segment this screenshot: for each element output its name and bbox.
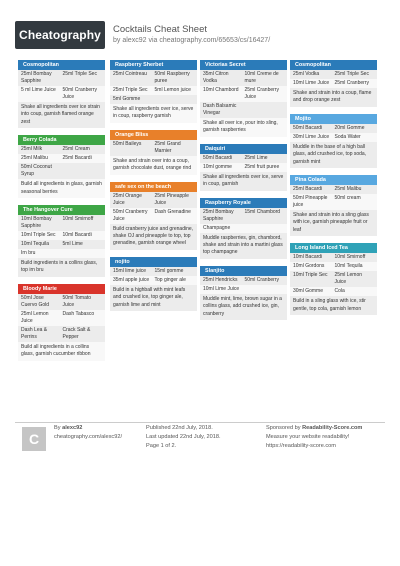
ingredient-table	[18, 294, 105, 342]
recipe-section	[110, 130, 197, 175]
section-title: Cosmopolitan	[290, 60, 377, 70]
ingredient-cell: 50ml Coconut Syrup	[21, 164, 52, 178]
ingredient-cell: 25ml Lemon Juice	[21, 310, 49, 324]
ingredient-row	[290, 133, 377, 142]
ingredient-row	[18, 294, 105, 310]
ingredient-cell: 25ml Malibu	[334, 186, 362, 193]
ingredient-cell: 10ml Bacardi	[293, 254, 323, 261]
section-title: Long Island Iced Tea	[290, 243, 377, 253]
section-title: Raspberry Sherbet	[110, 60, 197, 70]
recipe-section	[200, 266, 287, 320]
logo-text: Cheatography	[19, 28, 101, 42]
method-note: Shake and strain into a coup, flame and drop orange zest	[290, 88, 377, 107]
ingredient-row	[200, 154, 287, 163]
ingredient-cell: 25ml Cream	[62, 146, 90, 153]
ingredient-table	[110, 267, 197, 285]
ingredient-table	[290, 70, 377, 88]
column-2	[110, 60, 197, 318]
ingredient-table	[200, 208, 287, 233]
ingredient-row	[290, 271, 377, 287]
ingredient-table	[18, 145, 105, 179]
ingredient-cell: 35ml apple juice	[113, 276, 150, 283]
ingredient-cell	[245, 225, 285, 232]
ingredient-row	[110, 208, 197, 224]
method-note: Build cranberry juice and grenadine, shake OJ and pineapple to top, top grenadine, garnish orange wheel	[110, 224, 197, 250]
section-title: The Hangover Cure	[18, 205, 105, 215]
column-3	[200, 60, 287, 327]
author-avatar[interactable]	[22, 427, 46, 451]
ingredient-cell: Dash Lea & Perrins	[21, 326, 48, 340]
recipe-section	[200, 60, 287, 137]
ingredient-cell: Crack Salt & Pepper	[62, 326, 91, 340]
ingredient-cell: 10ml Chambord	[203, 87, 239, 93]
ingredient-row	[110, 140, 197, 156]
method-note: Muddle mint, lime, brown sugar in a collins glass, add crushed ice, gin, cranberry	[200, 294, 287, 320]
ingredient-row	[290, 70, 377, 79]
ingredient-row	[110, 192, 197, 208]
ingredient-cell: 50ml cream	[334, 195, 361, 202]
ingredient-row	[290, 287, 377, 296]
ingredient-table	[200, 276, 287, 294]
method-note: Build ingredients in a collins glass, top irn bru	[18, 258, 105, 277]
ingredient-cell: 25ml fruit puree	[244, 163, 280, 170]
ingredient-row	[200, 86, 287, 102]
ingredient-table	[290, 124, 377, 142]
method-note: Shake all ingredients over ice, serve in coup, garnish	[200, 172, 287, 191]
ingredient-cell: 10ml Smirnoff	[334, 254, 366, 261]
ingredient-table	[110, 140, 197, 156]
ingredient-cell: 25ml Cranberry	[334, 80, 369, 86]
ingredient-cell: 10ml Triple Sec	[21, 232, 56, 239]
ingredient-cell: 25ml Cointreau	[113, 71, 147, 77]
ingredient-row	[200, 208, 287, 224]
ingredient-cell: Dash Tabasco	[62, 310, 95, 317]
recipe-section	[110, 257, 197, 311]
ingredient-cell	[155, 96, 195, 103]
recipe-section	[290, 175, 377, 236]
footer-author-name[interactable]: alexc92	[62, 425, 83, 431]
ingredient-cell: 25ml Vodka	[293, 71, 320, 77]
method-note: Build in a sling glass with ice, stir gentle, top cola, garnish lemon	[290, 296, 377, 315]
byline	[113, 37, 270, 44]
ingredient-row	[110, 267, 197, 276]
ingredient-row	[110, 276, 197, 285]
ingredient-row	[18, 215, 105, 231]
byline-via: via	[148, 37, 158, 44]
ingredient-cell: Top ginger ale	[154, 276, 186, 283]
ingredient-cell: 50ml Bacardi	[293, 124, 323, 131]
method-note: Shake all ingredients over ice, serve in coup, raspberry garnish	[110, 104, 197, 123]
ingredient-table	[290, 185, 377, 210]
ingredient-row	[200, 224, 287, 233]
ingredient-row	[110, 95, 197, 104]
recipe-section	[110, 182, 197, 250]
ingredient-cell: 50ml Jose Cuervo Gold	[21, 294, 50, 308]
recipe-section	[290, 114, 377, 168]
ingredient-cell: 25ml Bombay Sapphire	[21, 71, 52, 84]
section-title: Berry Colada	[18, 135, 105, 145]
method-note: Shake all ingredients over ice strain into coup, garnish flamed orange zest	[18, 102, 105, 128]
avatar-letter: C	[28, 431, 40, 447]
ingredient-row	[110, 86, 197, 95]
ingredient-cell: 15ml lime juice	[113, 267, 147, 274]
ingredient-row	[200, 285, 287, 294]
ingredient-row	[110, 70, 197, 86]
ingredient-row	[200, 276, 287, 285]
recipe-section	[18, 284, 105, 361]
ingredient-cell	[63, 164, 103, 178]
ingredient-cell: 50ml Cranberry	[244, 276, 279, 283]
ingredient-row	[18, 326, 105, 342]
section-title: Cosmopolitan	[18, 60, 105, 70]
ingredient-cell: 5ml Lemon juice	[154, 87, 191, 93]
section-title: Daiquiri	[200, 144, 287, 154]
ingredient-row	[290, 194, 377, 210]
sheet-title: Cocktails Cheat Sheet	[113, 24, 207, 35]
ingredient-cell: 25ml Grand Marnier	[154, 140, 181, 154]
footer-author	[54, 424, 122, 442]
ingredient-cell: 50ml Cranberry Juice	[62, 87, 97, 100]
recipe-section	[290, 60, 377, 107]
ingredient-cell: 50ml Bacardi	[203, 154, 233, 161]
ingredient-cell: 50ml Raspberry puree	[154, 71, 190, 84]
ingredient-cell: Dash Balsamic Vinegar	[203, 103, 237, 116]
ingredient-cell: 10ml Lime Juice	[293, 80, 330, 86]
ingredient-row	[200, 163, 287, 172]
ingredient-table	[290, 253, 377, 296]
method-note: Build all ingredients in a collins glass, garnish cucumber ribbon	[18, 342, 105, 361]
ingredient-row	[18, 145, 105, 154]
ingredient-cell: 50ml Pineapple juice	[293, 195, 328, 209]
section-title: safe sex on the beach	[110, 182, 197, 192]
ingredient-cell	[63, 250, 103, 257]
sponsor-tagline: Measure your website readability!	[266, 434, 350, 440]
updated-date: Last updated 22nd July, 2018.	[146, 434, 221, 440]
published-date: Published 22nd July, 2018.	[146, 425, 213, 431]
recipe-section	[18, 135, 105, 198]
method-note: Shake all over ice, pour into sling, garnish raspberries	[200, 118, 287, 137]
column-4	[290, 60, 377, 322]
recipe-section	[290, 243, 377, 315]
method-note: Muddle in the base of a high ball glass, add crushed ice, top soda, garnish mint	[290, 142, 377, 168]
ingredient-cell: 10ml Lime Juice	[203, 285, 240, 292]
ingredient-table	[110, 70, 197, 104]
method-note: Muddle raspberries, gin, chambord, shake and strain into a martini glass top champagne	[200, 233, 287, 259]
ingredient-cell	[245, 103, 285, 117]
ingredient-cell: 10ml Smirnoff	[62, 216, 94, 223]
recipe-section	[110, 60, 197, 123]
recipe-section	[200, 198, 287, 259]
ingredient-cell: 10ml Gordons	[293, 263, 325, 270]
ingredient-row	[18, 163, 105, 179]
section-title: nojito	[110, 257, 197, 267]
method-note: Build all ingredients in glass, garnish seasonal berries	[18, 179, 105, 198]
method-note: Shake and strain into a sling glass with ice, garnish pineapple fruit or leaf	[290, 210, 377, 236]
ingredient-cell: 25ml Cranberry Juice	[244, 87, 279, 100]
ingredient-cell: 25ml Bacardi	[293, 186, 323, 193]
ingredient-cell: 10ml Tequila	[21, 241, 49, 248]
ingredient-row	[200, 102, 287, 118]
ingredient-cell: 50ml Cranberry Juice	[113, 208, 148, 222]
section-title: Victorias Secret	[200, 60, 287, 70]
section-title: Raspberry Royale	[200, 198, 287, 208]
ingredient-cell: Champagne	[203, 224, 231, 231]
ingredient-cell: Dash Grenadine	[154, 208, 191, 215]
section-title: Mojito	[290, 114, 377, 124]
ingredient-table	[18, 70, 105, 102]
ingredient-cell: 25ml Lemon Juice	[334, 272, 363, 286]
sheet-url-link[interactable]: cheatography.com/65653/cs/16427/	[159, 37, 271, 44]
ingredient-table	[200, 154, 287, 172]
ingredient-cell: Irn bru	[21, 250, 36, 257]
section-title: Slanjito	[200, 266, 287, 276]
column-1	[18, 60, 105, 368]
ingredient-cell: 25ml Bacardi	[62, 155, 92, 162]
ingredient-row	[290, 124, 377, 133]
ingredient-table	[18, 215, 105, 258]
ingredient-cell: 25ml Pineapple Juice	[154, 192, 189, 206]
recipe-section	[200, 144, 287, 191]
ingredient-row	[18, 240, 105, 249]
recipe-section	[18, 60, 105, 128]
ingredient-cell: 5ml Gomme	[113, 96, 141, 102]
ingredient-row	[18, 249, 105, 258]
ingredient-cell: 50ml Tomato Juice	[62, 294, 92, 308]
ingredient-cell: 25ml Lime	[244, 154, 268, 161]
ingredient-cell	[245, 286, 285, 293]
ingredient-cell: Soda Water	[334, 133, 361, 140]
sponsor-url[interactable]: https://readability-score.com	[266, 443, 336, 449]
ingredient-table	[200, 70, 287, 118]
ingredient-cell: 10ml Bombay Sapphire	[21, 216, 52, 230]
ingredient-cell: 25ml Bombay Sapphire	[203, 208, 234, 222]
section-title: Orange Bliss	[110, 130, 197, 140]
ingredient-row	[18, 154, 105, 163]
ingredient-row	[18, 86, 105, 102]
ingredient-row	[18, 70, 105, 86]
ingredient-cell: Cola	[334, 288, 345, 295]
ingredient-cell: 25ml Milk	[21, 146, 43, 153]
ingredient-cell: 25ml Hendricks	[203, 276, 238, 283]
ingredient-cell: 10ml Tequila	[334, 263, 363, 270]
section-title: Bloody Marie	[18, 284, 105, 294]
method-note: Build in a highball with mint leafs and crushed ice, top ginger ale, garnish lime and mint	[110, 285, 197, 311]
ingredient-cell: 25ml Triple Sec	[62, 71, 97, 77]
ingredient-row	[290, 79, 377, 88]
footer-by-label: By	[54, 425, 61, 431]
ingredient-row	[18, 231, 105, 240]
byline-by: by	[113, 37, 121, 44]
ingredient-row	[290, 262, 377, 271]
ingredient-cell: 15ml Chambord	[244, 208, 281, 215]
ingredient-cell: 5ml Lime	[62, 241, 83, 248]
footer-sponsor	[266, 424, 362, 451]
footer-author-url[interactable]: cheatography.com/alexc92/	[54, 434, 122, 440]
ingredient-cell: 25ml Orange Juice	[113, 192, 142, 206]
ingredient-cell: 30ml Gomme	[293, 288, 324, 295]
method-note: Shake and strain over into a coup, garnish chocolate dust, orange rind	[110, 156, 197, 175]
ingredient-row	[18, 310, 105, 326]
ingredient-cell: 10ml Bacardi	[62, 232, 92, 239]
section-title: Pina Colada	[290, 175, 377, 185]
ingredient-cell: 5 ml Lime Juice	[21, 87, 56, 93]
sponsor-name[interactable]: Readability-Score.com	[302, 425, 363, 431]
author-link[interactable]: alexc92	[122, 37, 147, 44]
ingredient-cell: 25ml Triple Sec	[113, 87, 148, 93]
ingredient-cell: 10ml Triple Sec	[293, 272, 328, 279]
ingredient-row	[290, 253, 377, 262]
footer-publish-info	[146, 424, 221, 451]
ingredient-table	[110, 192, 197, 224]
recipe-section	[18, 205, 105, 277]
cheatography-logo[interactable]	[15, 21, 105, 49]
ingredient-cell: 25ml Triple Sec	[334, 71, 369, 77]
ingredient-cell: 30ml Lime Juice	[293, 133, 330, 140]
ingredient-cell: 15ml gomme	[154, 267, 184, 274]
ingredient-cell: 50ml Baileys	[113, 140, 142, 147]
ingredient-cell: 25ml Malibu	[21, 155, 48, 162]
ingredient-cell: 10ml Creme de mure	[244, 71, 279, 84]
sponsor-prefix: Sponsored by	[266, 425, 301, 431]
ingredient-row	[200, 70, 287, 86]
ingredient-cell: 10ml gomme	[203, 163, 232, 170]
footer-divider	[15, 422, 385, 423]
ingredient-cell: 20ml Gomme	[334, 124, 365, 131]
ingredient-cell: 35ml Citron Vodka	[203, 71, 229, 84]
page-number: Page 1 of 2.	[146, 443, 177, 449]
ingredient-row	[290, 185, 377, 194]
